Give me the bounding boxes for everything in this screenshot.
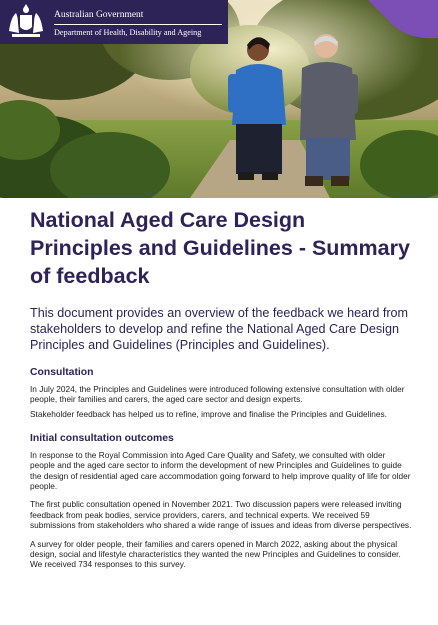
consultation-paragraph-1: In July 2024, the Principles and Guidelines were introduced following extensive consultation with older people, their families and carers, the aged care sector and design experts. [30, 383, 405, 405]
outcomes-paragraph-1: In response to the Royal Commission into Aged Care Quality and Safety, we consulted with older people and the aged care sector to inform the development of new Principles and Guidelines to guide the design of residential aged care accommodation going forward to help improve quality of life for older people. [30, 449, 411, 492]
government-name: Australian Government [54, 10, 144, 20]
outcomes-paragraph-2: The first public consultation opened in November 2021. Two discussion papers were released inviting feedback from peak bodies, service providers, carers, and technical experts. We received 59 submissions from stakeholders who shared a wide range of issues and ideas from diverse perspectives. [30, 499, 412, 531]
consultation-paragraph-2: Stakeholder feedback has helped us to refine, improve and finalise the Principles and Guidelines. [30, 409, 387, 420]
document-body [30, 206, 412, 570]
coat-of-arms-icon [4, 3, 48, 41]
section-heading-initial-outcomes: Initial consultation outcomes [30, 432, 174, 444]
document-title: National Aged Care Design Principles and Guidelines - Summary of feedback [30, 208, 410, 288]
banner-divider [54, 24, 222, 25]
government-banner [0, 0, 228, 44]
corner-accent-icon [368, 0, 438, 40]
outcomes-paragraph-3: A survey for older people, their families and carers opened in March 2022, asking about the physical design, social and lifestyle characteristics they wanted the new Principles and Guidelines to consider. We received 734 responses to this survey. [30, 538, 401, 570]
intro-paragraph: This document provides an overview of the feedback we heard from stakeholders to develop and refine the National Aged Care Design Principles and Guidelines (Principles and Guidelines). [30, 306, 409, 353]
department-name: Department of Health, Disability and Ageing [54, 28, 202, 37]
section-heading-consultation: Consultation [30, 366, 94, 378]
